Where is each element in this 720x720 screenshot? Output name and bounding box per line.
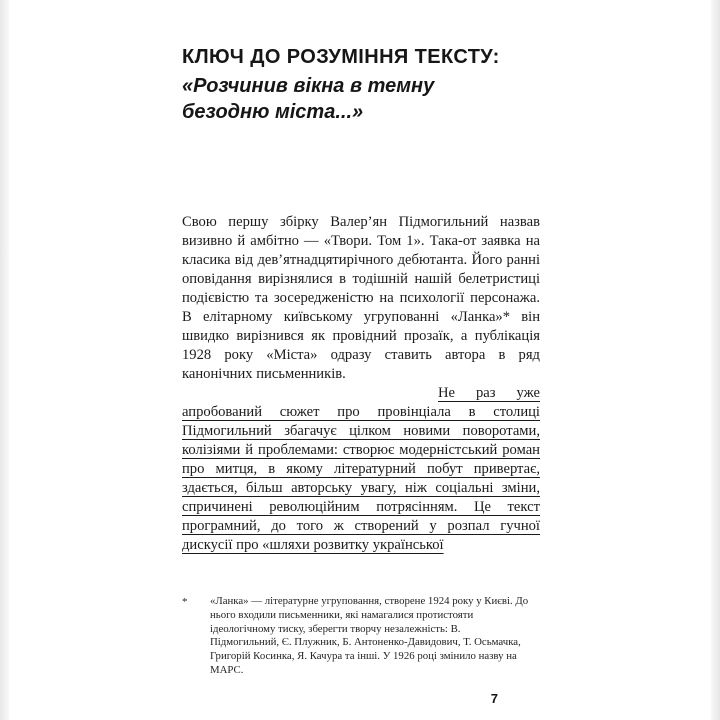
page-number: 7 — [490, 690, 498, 706]
chapter-subtitle-line-1: «Розчинив вікна в темну — [182, 75, 435, 97]
body-text-block — [182, 213, 540, 555]
footnote-text: «Ланка» — літературне угруповання, створене 1924 року у Києві. До нього входили письменники, які намагалися протистояти ідеологічному тиску, зберегти творчу незалежність: В. Підмогильний, Є. Плужник, Б. Антоненко-Давидович, Т. Осьмачка, Григорій Косинка, Я. Качура та інші. У 1926 році змінило назву на МАРС. — [210, 595, 529, 676]
footnote-marker: * — [182, 596, 188, 608]
page-edge-left — [0, 0, 9, 720]
paragraph-underlined-passage: Не раз уже апробований сюжет про провінціала в столиці Підмогильний збагачує цілком новими поворотами, колізіями й проблемами: створює модерністський роман про митця, в якому літературний побут привертає, здається, більш авторську увагу, ніж соціальні зміни, спричинені революційним потрясінням. Це текст програмний, до того ж створений у розпал гучної дискусії про «шляхи розвитку української — [182, 385, 540, 553]
page-content — [182, 0, 540, 706]
page-edge-right — [711, 0, 720, 720]
chapter-subtitle-line-2: безодню міста...» — [182, 101, 364, 123]
chapter-subtitle-quote — [182, 73, 540, 125]
footnote — [182, 595, 540, 678]
paragraph-intro: Свою першу збірку Валер’ян Підмогильний назвав визивно й амбітно — «Твори. Том 1». Така-от заявка на класика від дев’ятнадцятирічного дебютанта. Його ранні оповідання вирізнялися в тодішній нашій белетристиці подієвістю та зосередженістю на психології персонажа. В елітарному київському угрупованні «Ланка»* він швидко вирізнився як провідний прозаїк, а публікація 1928 року «Міста» одразу ставить автора в ряд канонічних письменників. — [182, 214, 540, 382]
chapter-title: КЛЮЧ ДО РОЗУМІННЯ ТЕКСТУ: — [182, 46, 500, 68]
